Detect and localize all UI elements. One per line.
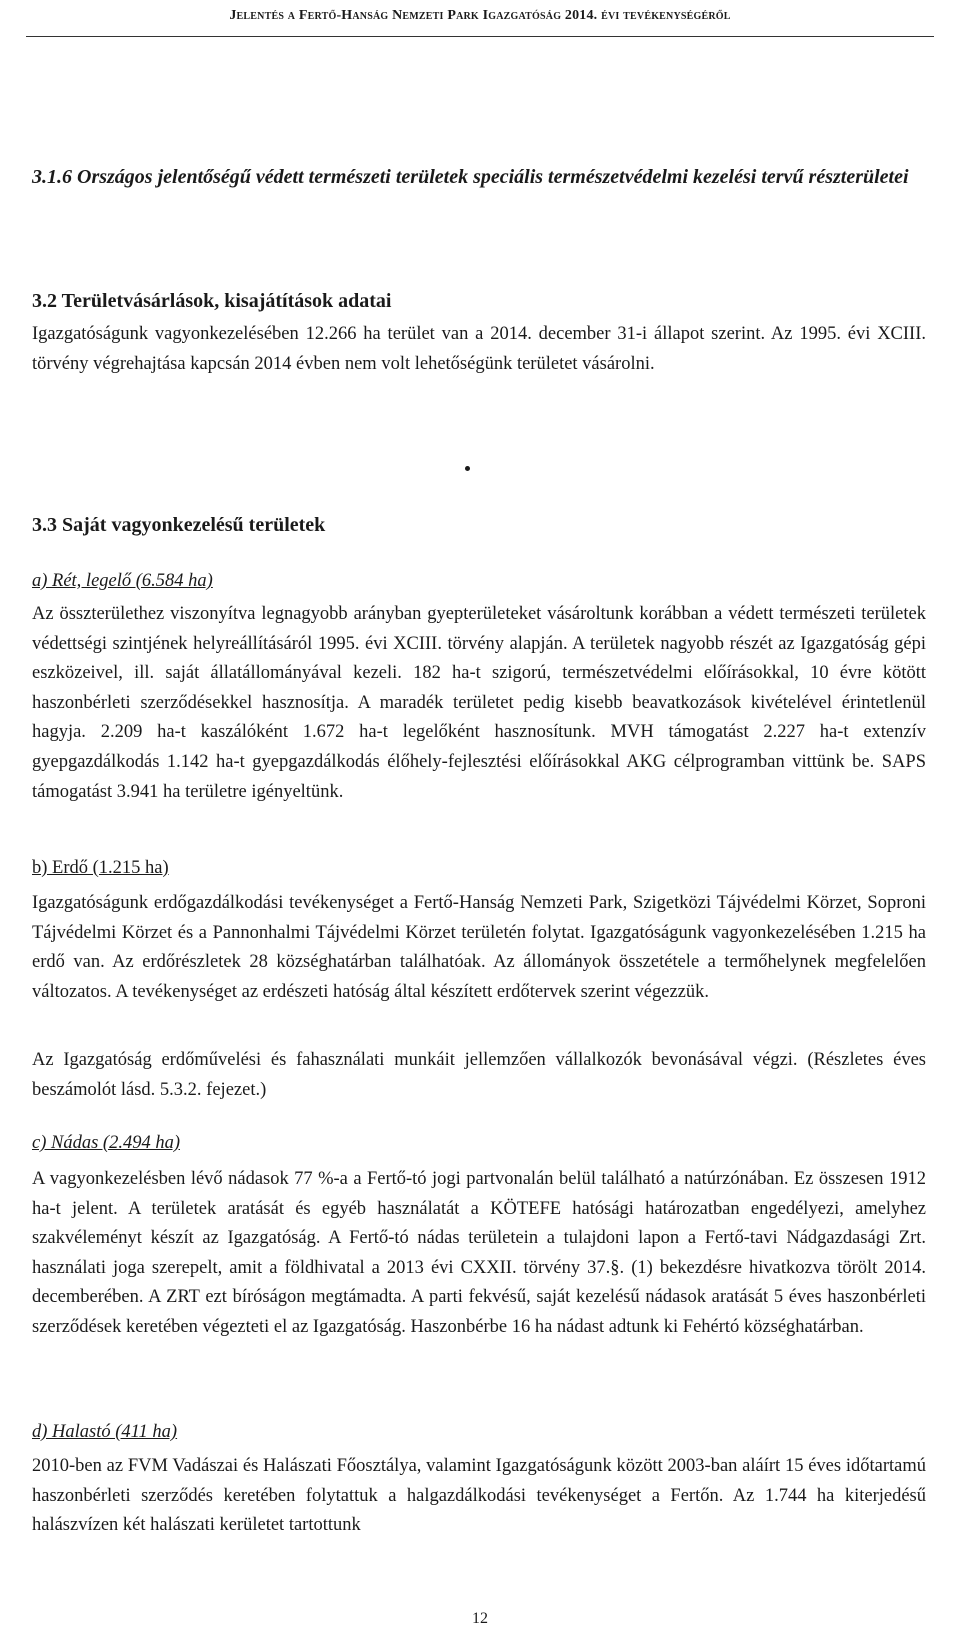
stray-dot bbox=[465, 466, 470, 471]
subsection-b-heading: b) Erdő (1.215 ha) bbox=[32, 858, 169, 878]
subsection-d-heading: d) Halastó (411 ha) bbox=[32, 1422, 178, 1442]
subsection-c-paragraph: A vagyonkezelésben lévő nádasok 77 %-a a Fertő-tó jogi partvonalán belül található a natúrzónában. Ez összesen 1912 ha-t jelent. A területek aratását és egyéb használatát a KÖTEFE hatósági határozatban engedélyezi, amelyhez szakvéleményt készít az Igazgatóság. A Fertő-tó nádas területein a tulajdoni lapon a Fertő-tavi Nádgazdasági Zrt. használati joga szerepelt, amit a földhivatal a 2013 évi CXXII. törvény 37.§. (1) bekezdésre hivatkozva törölt 2014. decemberében. A ZRT ezt bíróságon megtámadta. A parti fekvésű, saját kezelésű nádasok aratását 5 éves haszonbérleti szerződések keretében végezteti el az Igazgatóság. Haszonbérbe 16 ha nádast adtunk ki Fehértó községhatárban. bbox=[32, 1169, 926, 1337]
section-3-3-title: 3.3 Saját vagyonkezelésű területek bbox=[32, 514, 326, 536]
subsection-d-paragraph: 2010-ben az FVM Vadászai és Halászati Főosztálya, valamint Igazgatóságunk között 2003-ban aláírt 15 éves időtartamú haszonbérleti szerződés keretében folytattuk a halgazdálkodási tevékenységet a Fertőn. Az 1.744 ha kiterjedésű halászvízen két halászati kerületet tartottunk bbox=[32, 1456, 926, 1536]
page-number: 12 bbox=[472, 1610, 488, 1627]
subsection-c-heading: c) Nádas (2.494 ha) bbox=[32, 1133, 180, 1153]
section-3-2-paragraph: Igazgatóságunk vagyonkezelésében 12.266 ha terület van a 2014. december 31-i állapot szerint. Az 1995. évi XCIII. törvény végrehajtása kapcsán 2014 évben nem volt lehetőségünk területet vásárolni. bbox=[32, 324, 926, 374]
subsection-a-paragraph: Az összterülethez viszonyítva legnagyobb arányban gyepterületeket vásároltunk korábban a védett természeti területek védettségi szintjének helyreállításáról 1995. évi XCIII. törvény alapján. A területek nagyobb részét az Igazgatóság gépi eszközeivel, ill. saját állatállományával kezeli. 182 ha-t szigorú, természetvédelmi előírásokkal, 10 évre kötött haszonbérleti szerződésekkel hasznosítja. A maradék területet pedig kisebb beavatkozások kivételével érintetlenül hagyja. 2.209 ha-t kaszálóként 1.672 ha-t legelőként hasznosítunk. MVH támogatást 2.227 ha-t extenzív gyepgazdálkodás 1.142 ha-t gyepgazdálkodás élőhely-fejlesztési előírásokkal AKG célprogramban vittünk be. SAPS támogatást 3.941 ha területre igényeltünk. bbox=[32, 604, 926, 802]
subsection-b-paragraph-2: Az Igazgatóság erdőművelési és fahasználati munkáit jellemzően vállalkozók bevonásával végzi. (Részletes éves beszámolót lásd. 5.3.2. fejezet.) bbox=[32, 1050, 926, 1100]
section-3-2-title: 3.2 Területvásárlások, kisajátítások adatai bbox=[32, 290, 392, 312]
subsection-a-heading: a) Rét, legelő (6.584 ha) bbox=[32, 571, 213, 591]
running-header: Jelentés a Fertő-Hanság Nemzeti Park Igazgatóság 2014. évi tevékenységéről bbox=[229, 8, 731, 23]
section-3-1-6-title: 3.1.6 Országos jelentőségű védett természeti területek speciális természetvédelmi kezelési tervű részterületei bbox=[32, 166, 909, 188]
subsection-b-paragraph-1: Igazgatóságunk erdőgazdálkodási tevékenységet a Fertő-Hanság Nemzeti Park, Szigetközi Tájvédelmi Körzet, Soproni Tájvédelmi Körzet és a Pannonhalmi Tájvédelmi Körzet területén folytat. Igazgatóságunk vagyonkezelésében 1.215 ha erdő van. Az erdőrészletek 28 községhatárban találhatóak. Az állományok összetétele a termőhelynek megfelelően változatos. A tevékenységet az erdészeti hatóság által készített erdőtervek szerint végezzük. bbox=[32, 893, 926, 1002]
header-divider bbox=[26, 36, 934, 37]
